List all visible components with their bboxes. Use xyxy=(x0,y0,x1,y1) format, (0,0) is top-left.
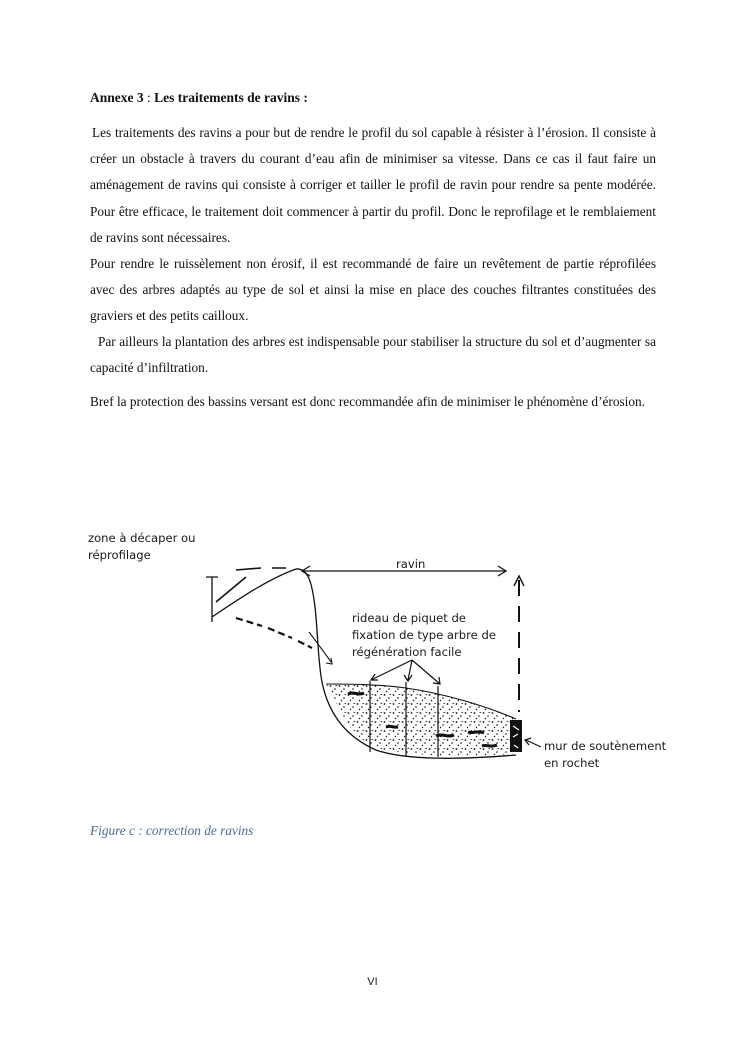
stake-arrows xyxy=(371,660,440,684)
mur-label xyxy=(544,738,666,772)
original-surface-dashes xyxy=(216,568,286,602)
bank-slope-line xyxy=(212,569,296,617)
annex-title: Les traitements de ravins : xyxy=(154,90,308,105)
rideau-label-line-2: fixation de type arbre de xyxy=(352,628,496,642)
paragraph-conclusion: Bref la protection des bassins versant est donc recommandée afin de minimiser le phénomène d’érosion. xyxy=(90,394,645,409)
mur-label-line-1: mur de soutènement xyxy=(544,739,667,753)
paragraph-runoff: Pour rendre le ruissèlement non érosif, il est recommandé de faire un revêtement de partie réprofilées avec des arbres adaptés au type de sol et ainsi la mise en place des couches filtrantes constituées des graviers et des petits cailloux. xyxy=(90,256,656,324)
annex-label: Annexe 3 xyxy=(90,90,144,105)
ravin-label: ravin xyxy=(396,557,426,571)
zone-label xyxy=(88,530,196,564)
heading-separator: : xyxy=(143,90,155,105)
rideau-label-line-3: régénération facile xyxy=(352,645,462,659)
rideau-label-line-1: rideau de piquet de xyxy=(352,611,466,625)
zone-label-line-2: réprofilage xyxy=(88,548,151,562)
zone-label-line-1: zone à décaper ou xyxy=(88,531,196,545)
ravine-correction-figure xyxy=(86,522,666,784)
page-number: VI xyxy=(367,976,378,988)
mur-label-line-2: en rochet xyxy=(544,756,600,770)
rideau-label xyxy=(352,610,496,661)
fill-material xyxy=(316,672,526,767)
zone-bracket xyxy=(206,577,218,622)
paragraph-intro: Les traitements des ravins a pour but de rendre le profil du sol capable à résister à l’érosion. Il consiste à créer un obstacle à travers du courant d’eau afin de minimiser sa vitesse. Dans ce cas il faut faire un aménagement de ravins qui consiste à corriger et tailler le profil de ravin pour rendre sa pente modérée. Pour être efficace, le traitement doit commencer à partir du profil. Donc le reprofilage et le remblaiement de ravins sont nécessaires. xyxy=(90,125,656,245)
annex-heading xyxy=(90,90,308,106)
paragraph-trees: Par ailleurs la plantation des arbres est indispensable pour stabiliser la structure du sol et d’augmenter sa capacité d’infiltration. xyxy=(90,334,656,376)
lower-profile-dashes xyxy=(236,618,312,648)
figure-caption: Figure c : correction de ravins xyxy=(90,823,254,838)
